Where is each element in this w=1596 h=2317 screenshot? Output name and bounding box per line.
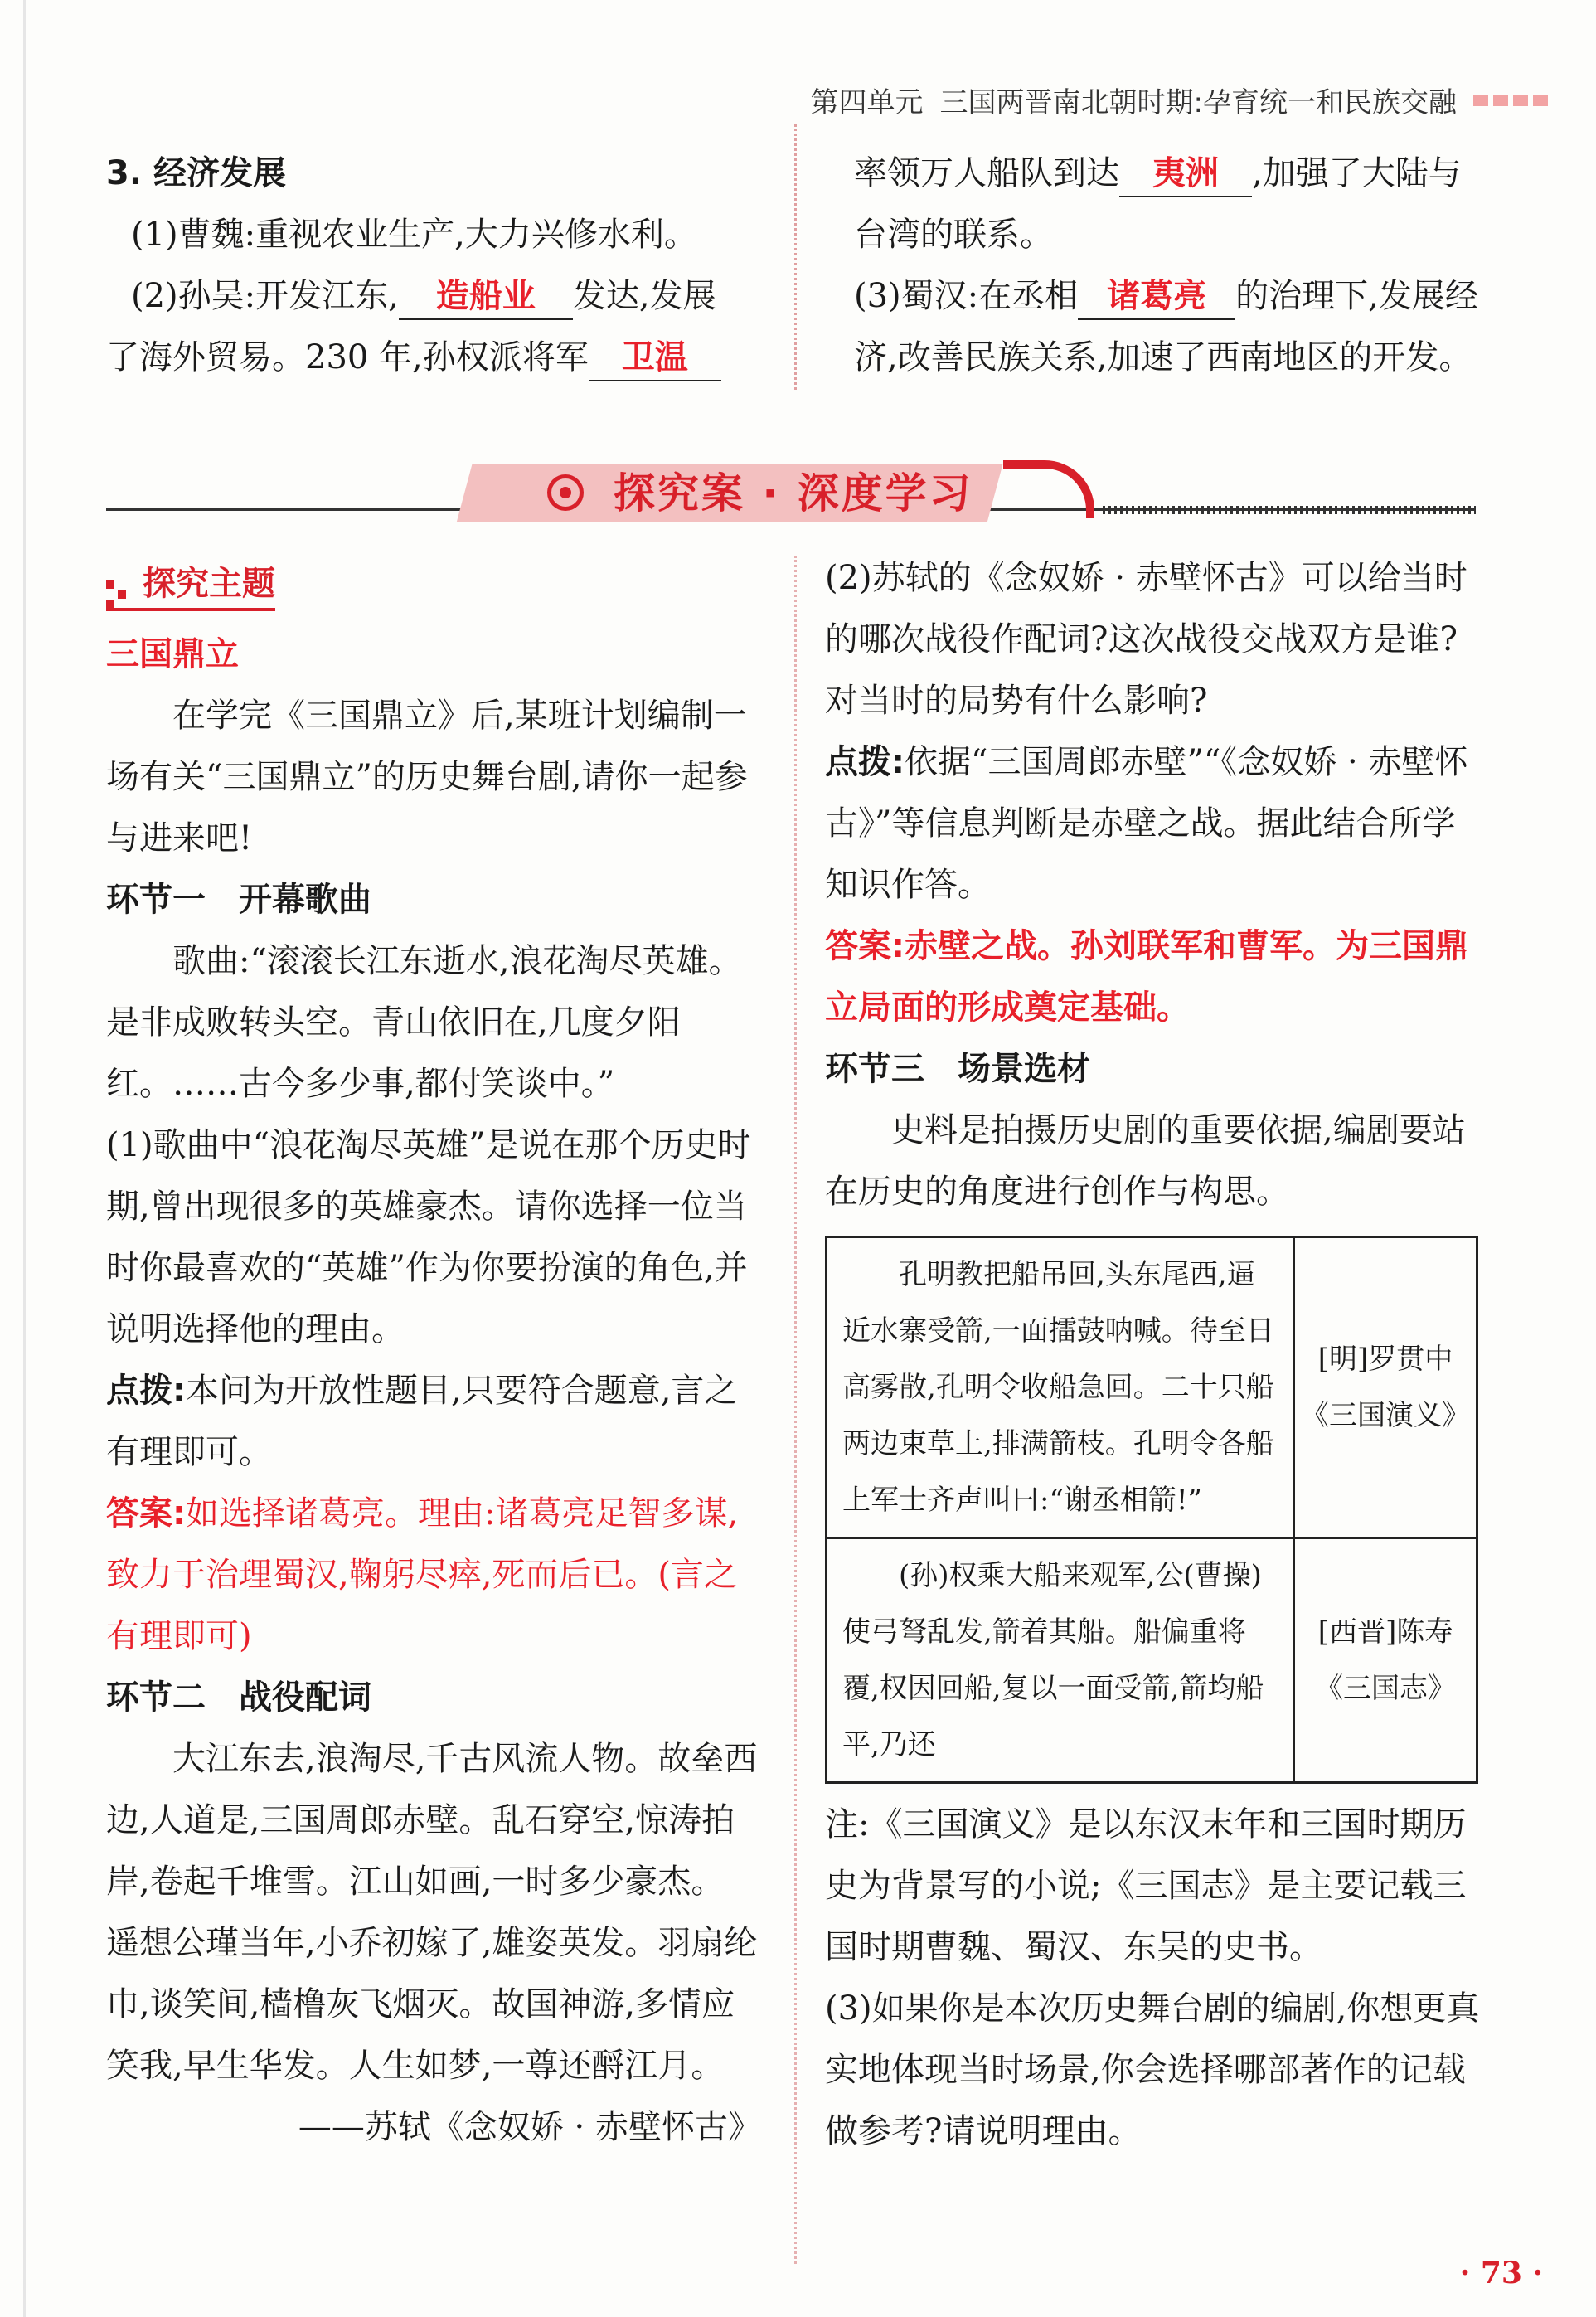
source-author: [西晋]陈寿 bbox=[1317, 1615, 1453, 1649]
answer-blank-yizhou: 夷洲 bbox=[1119, 151, 1252, 197]
source-excerpt: (孙)权乘大船来观军,公(曹操)使弓弩乱发,箭着其船。船偏重将覆,权因回船,复以一面受箭,箭均船平,乃还 bbox=[827, 1538, 1294, 1783]
top-left-column bbox=[106, 143, 753, 388]
top-right-column bbox=[854, 143, 1501, 388]
segment-three-title: 环节三 场景选材 bbox=[825, 1050, 1090, 1088]
page-edge bbox=[23, 0, 26, 2317]
question-two: (2)苏轼的《念奴娇 · 赤壁怀古》可以给当时的哪次战役作配词?这次战役交战双方是谁?对当时的局势有什么影响? bbox=[825, 559, 1467, 720]
answer-one-text: 如选择诸葛亮。理由:诸葛亮足智多谋,致力于治理蜀汉,鞠躬尽瘁,死而后已。(言之有理即可) bbox=[106, 1494, 739, 1655]
item-shuhan bbox=[854, 265, 1501, 327]
item-shuhan-text-a: (3)蜀汉:在丞相 bbox=[854, 277, 1079, 315]
question-three: (3)如果你是本次历史舞台剧的编剧,你想更真实地体现当时场景,你会选择哪部著作的记载做参考?请说明理由。 bbox=[825, 1989, 1480, 2150]
swoosh-icon bbox=[1003, 460, 1094, 518]
unit-title: 三国两晋南北朝时期:孕育统一和民族交融 bbox=[939, 86, 1457, 119]
answer-blank-weiwen: 卫温 bbox=[589, 335, 721, 381]
header-decoration bbox=[1473, 95, 1548, 106]
hint-two-text: 依据“三国周郎赤壁”“《念奴娇 · 赤壁怀古》”等信息判断是赤壁之战。据此结合所学知识作答。 bbox=[825, 743, 1468, 904]
question-one: (1)歌曲中“浪花淘尽英雄”是说在那个历史时期,曾出现很多的英雄豪杰。请你选择一位当时你最喜欢的“英雄”作为你要扮演的角色,并说明选择他的理由。 bbox=[106, 1126, 751, 1348]
hint-one-text: 本问为开放性题目,只要符合题意,言之有理即可。 bbox=[106, 1372, 738, 1471]
hint-label: 点拨: bbox=[825, 743, 905, 781]
item-sunwu bbox=[106, 265, 753, 327]
answer-label: 答案: bbox=[106, 1494, 186, 1533]
item-sunwu-text-b: 发达,发展 bbox=[572, 277, 716, 315]
item-yizhou-cont: 台湾的联系。 bbox=[854, 216, 1053, 254]
item-sunwu-text-a: (2)孙吴:开发江东, bbox=[131, 277, 399, 315]
item-sunwu-cont bbox=[106, 327, 753, 388]
item-yizhou bbox=[854, 143, 1501, 204]
table-note: 注:《三国演义》是以东汉末年和三国时期历史为背景写的小说;《三国志》是主要记载三国时期曹魏、蜀汉、东吴的史书。 bbox=[825, 1805, 1467, 1966]
item-caowei: (1)曹魏:重视农业生产,大力兴修水利。 bbox=[131, 216, 697, 254]
item-yizhou-text-a: 率领万人船队到达 bbox=[854, 154, 1119, 192]
answer-blank-shipbuilding: 造船业 bbox=[399, 274, 573, 320]
section-heading: 3. 经济发展 bbox=[106, 154, 286, 192]
item-yizhou-text-b: ,加强了大陆与 bbox=[1252, 154, 1462, 192]
hint-two bbox=[825, 731, 1488, 916]
segment-two-title: 环节二 战役配词 bbox=[106, 1678, 371, 1717]
poem-source: ——苏轼《念奴娇 · 赤壁怀古》 bbox=[298, 2108, 761, 2146]
source-book: 《三国演义》 bbox=[1301, 1399, 1470, 1432]
source-excerpt: 孔明教把船吊回,头东尾西,逼近水寨受箭,一面擂鼓呐喊。待至日高雾散,孔明令收船急回。二十只船两边束草上,排满箭枝。孔明令各船上军士齐声叫曰:“谢丞相箭!” bbox=[827, 1237, 1294, 1538]
table-row bbox=[827, 1237, 1477, 1538]
segment-three-intro: 史料是拍摄历史剧的重要依据,编剧要站在历史的角度进行创作与构思。 bbox=[825, 1111, 1466, 1211]
item-shuhan-cont: 济,改善民族关系,加速了西南地区的开发。 bbox=[854, 338, 1472, 376]
segment-one-title: 环节一 开幕歌曲 bbox=[106, 881, 371, 919]
item-sunwu-text-c: 了海外贸易。230 年,孙权派将军 bbox=[106, 338, 589, 376]
right-column bbox=[825, 547, 1488, 2162]
column-divider bbox=[794, 556, 799, 2264]
answer-blank-zhugeliang: 诸葛亮 bbox=[1078, 274, 1235, 320]
answer-two bbox=[825, 916, 1488, 1038]
source-book: 《三国志》 bbox=[1315, 1672, 1456, 1705]
running-header bbox=[811, 80, 1548, 120]
song-lyrics: 歌曲:“滚滚长江东逝水,浪花淘尽英雄。是非成败转头空。青山依旧在,几度夕阳红。……古今多少事,都付笑谈中。” bbox=[106, 942, 742, 1103]
intro-paragraph: 在学完《三国鼎立》后,某班计划编制一场有关“三国鼎立”的历史舞台剧,请你一起参与进来吧! bbox=[106, 697, 748, 857]
page-number: · 73 · bbox=[1459, 2256, 1543, 2290]
item-shuhan-text-b: 的治理下,发展经 bbox=[1235, 277, 1478, 315]
subtopic-heading: 三国鼎立 bbox=[106, 635, 239, 673]
source-attribution bbox=[1294, 1538, 1477, 1783]
source-author: [明]罗贯中 bbox=[1317, 1343, 1453, 1376]
answer-one bbox=[106, 1483, 761, 1667]
poem-text: 大江东去,浪淘尽,千古风流人物。故垒西边,人道是,三国周郎赤壁。乱石穿空,惊涛拍岸,卷起千堆雪。江山如画,一时多少豪杰。 遥想公瑾当年,小乔初嫁了,雄姿英发。羽扇纶巾,谈笑间,樯橹灰飞烟灭。故国神游,多情应笑我,早生华发。人生如梦,一尊还酹江月。 bbox=[106, 1740, 774, 2085]
topic-heading: 探究主题 bbox=[106, 557, 275, 611]
banner-dash-rule bbox=[1103, 506, 1476, 514]
unit-label: 第四单元 bbox=[810, 86, 924, 119]
source-table bbox=[825, 1236, 1478, 1784]
answer-two-text: 赤壁之战。孙刘联军和曹军。为三国鼎立局面的形成奠定基础。 bbox=[825, 926, 1468, 1027]
hint-label: 点拨: bbox=[106, 1372, 186, 1410]
table-row bbox=[827, 1538, 1477, 1783]
target-icon bbox=[547, 474, 584, 511]
left-column bbox=[106, 624, 774, 2158]
hint-one bbox=[106, 1360, 761, 1483]
top-column-divider bbox=[794, 124, 799, 390]
banner-title: 探究案 · 深度学习 bbox=[614, 469, 973, 517]
answer-label: 答案: bbox=[825, 927, 905, 965]
source-attribution bbox=[1294, 1237, 1477, 1538]
